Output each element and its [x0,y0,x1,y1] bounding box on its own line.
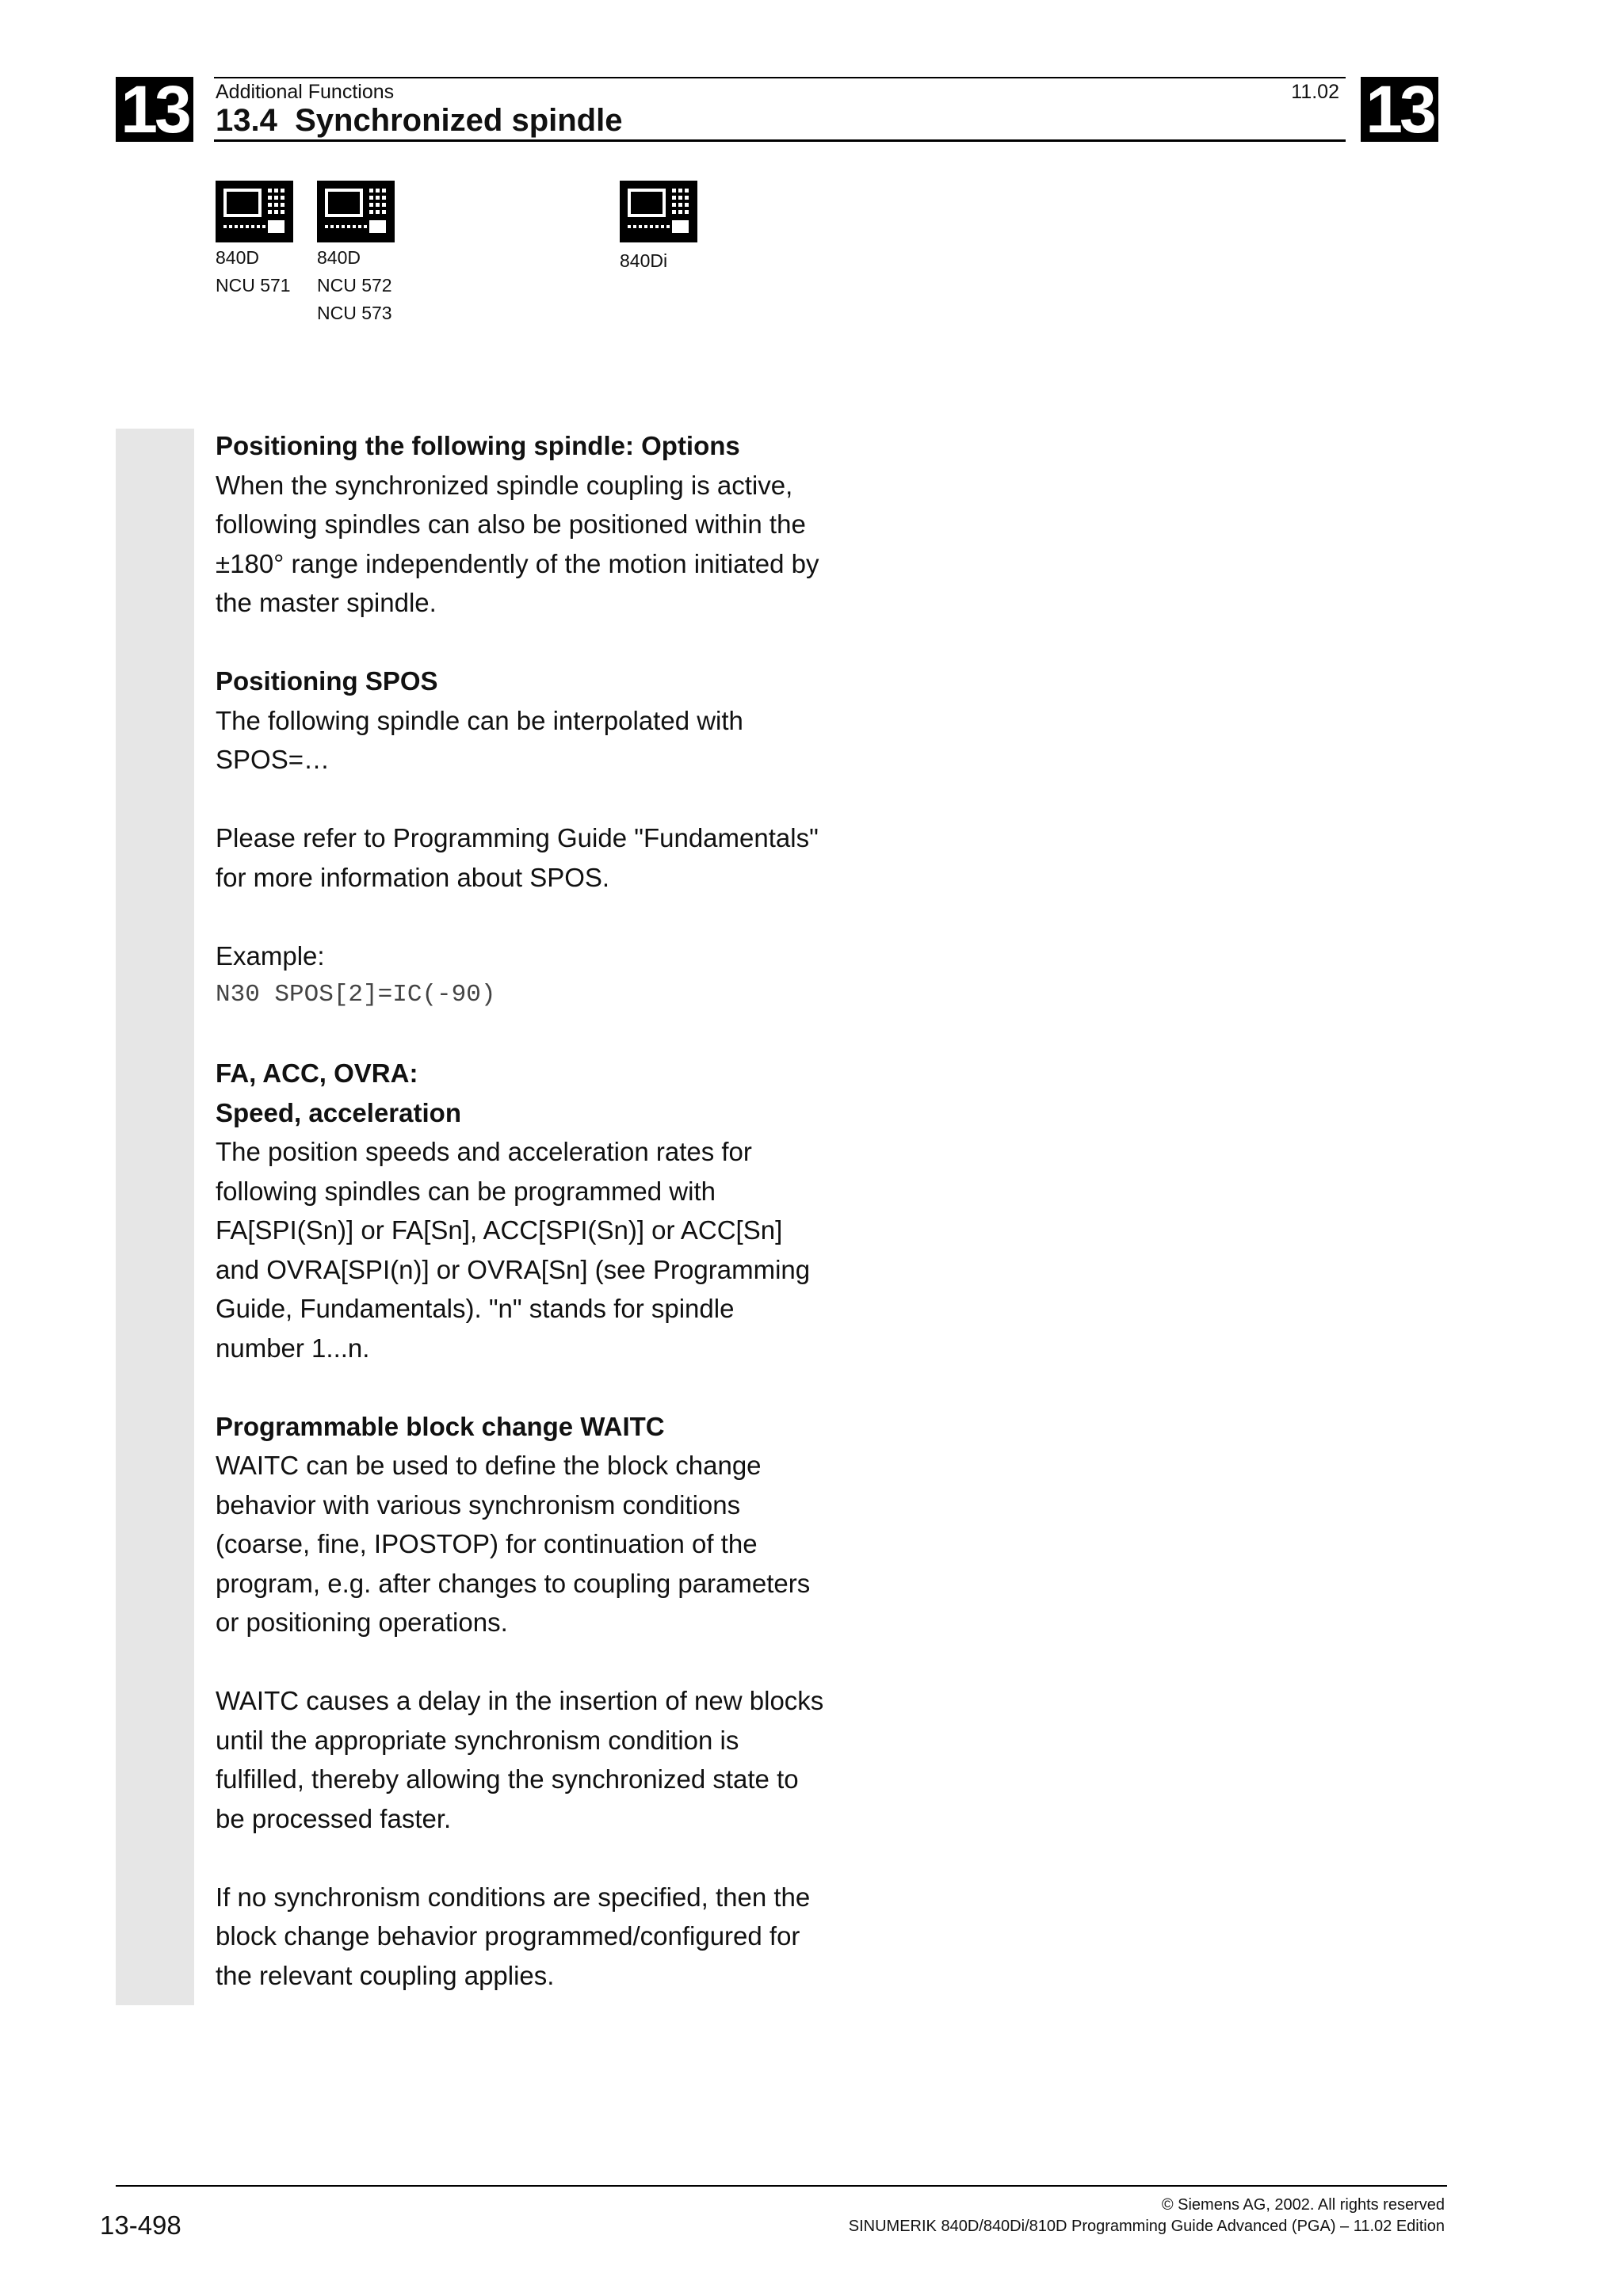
control-panel-icon [620,181,697,242]
paragraph-line: for more information about SPOS. [216,862,610,892]
paragraph-line: be processed faster. [216,1803,452,1833]
paragraph-line: Please refer to Programming Guide "Fundamentals" [216,823,819,852]
paragraph-line: or positioning operations. [216,1608,508,1637]
chapter-number-badge-left: 13 [116,77,193,142]
header-rule-bottom [214,139,1346,142]
section-heading: Positioning SPOS [216,666,438,696]
control-panel-icon [317,181,395,242]
paragraph-line: and OVRA[SPI(n)] or OVRA[Sn] (see Programming [216,1254,811,1284]
paragraph-line: SPOS=… [216,745,330,774]
paragraph-line: Guide, Fundamentals). "n" stands for spindle [216,1294,735,1323]
page-title: 13.4 Synchronized spindle [216,103,623,138]
paragraph-line: the relevant coupling applies. [216,1960,555,1990]
page-number: 13-498 [100,2210,181,2240]
main-content [216,426,873,1995]
paragraph-line: The position speeds and acceleration rates for [216,1137,752,1166]
example-label: Example: [216,940,325,971]
paragraph-line: the master spindle. [216,588,437,617]
header-rule-top [214,77,1346,78]
section-heading: Positioning the following spindle: Options [216,431,740,460]
footer-copyright: © Siemens AG, 2002. All rights reserved [1161,2196,1445,2214]
section-heading: FA, ACC, OVRA: [216,1058,418,1088]
paragraph-line: WAITC can be used to define the block change [216,1451,762,1480]
section-subheading: Speed, acceleration [216,1097,461,1127]
paragraph-line: (coarse, fine, IPOSTOP) for continuation of the [216,1529,758,1558]
paragraph-line: block change behavior programmed/configured for [216,1921,800,1951]
paragraph-line: ±180° range independently of the motion initiated by [216,548,819,578]
paragraph-line: The following spindle can be interpolated with [216,705,743,735]
paragraph-line: WAITC causes a delay in the insertion of new blocks [216,1686,824,1715]
control-label-line: 840D [317,247,361,268]
paragraph-line: fulfilled, thereby allowing the synchronized state to [216,1764,799,1794]
section-heading: Programmable block change WAITC [216,1411,665,1441]
header-section-name: Additional Functions [216,81,395,103]
paragraph-line: behavior with various synchronism conditions [216,1489,741,1520]
control-label-line: 840Di [620,250,668,271]
example-code: N30 SPOS[2]=IC(-90) [216,981,496,1009]
control-label-line: 840D [216,247,259,268]
control-label-line: NCU 571 [216,275,291,296]
change-bar [116,429,194,2005]
control-panel-icon [216,181,293,242]
paragraph-line: When the synchronized spindle coupling is active, [216,470,793,500]
paragraph-line: following spindles can be programmed with [216,1176,716,1206]
control-label [317,244,392,327]
control-label-line: NCU 573 [317,303,392,323]
paragraph-line: number 1...n. [216,1333,370,1363]
control-label-line: NCU 572 [317,275,392,296]
chapter-number-badge-right: 13 [1361,77,1438,142]
footer-rule [116,2185,1447,2187]
paragraph-line: program, e.g. after changes to coupling parameters [216,1568,811,1598]
header-version: 11.02 [1291,81,1339,103]
control-label [216,244,291,299]
footer-document-title: SINUMERIK 840D/840Di/810D Programming Guide Advanced (PGA) – 11.02 Edition [848,2218,1445,2235]
paragraph-line: FA[SPI(Sn)] or FA[Sn], ACC[SPI(Sn)] or ACC[Sn] [216,1215,783,1245]
paragraph-line: If no synchronism conditions are specified, then the [216,1882,811,1912]
paragraph-line: following spindles can also be positioned within the [216,509,806,539]
paragraph-line: until the appropriate synchronism condition is [216,1725,739,1755]
control-label [620,247,667,275]
